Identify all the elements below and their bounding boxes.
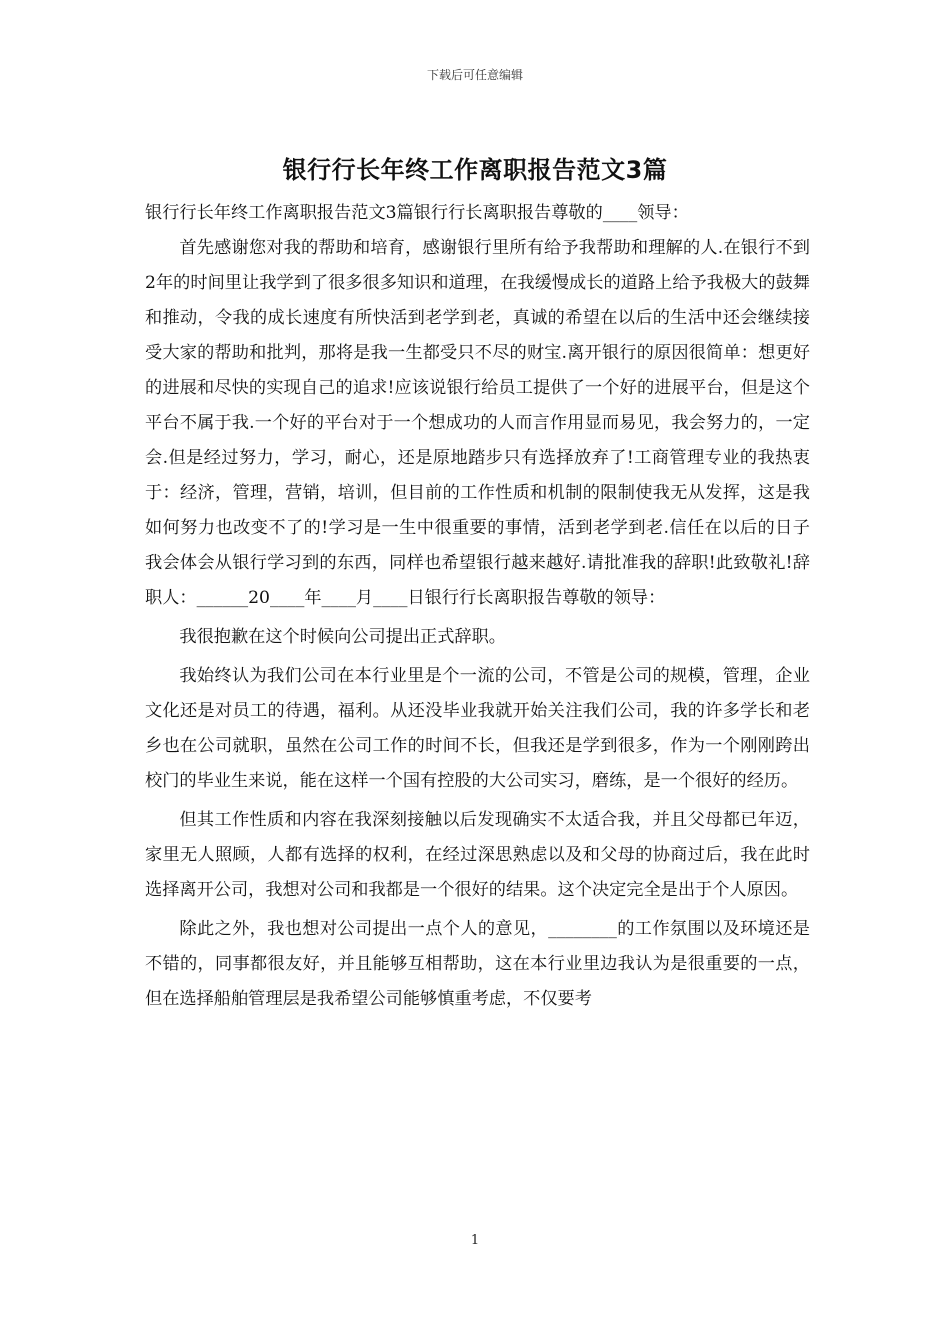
body-paragraph: 我很抱歉在这个时候向公司提出正式辞职。: [179, 627, 506, 647]
body-paragraph: 除此之外，我也想对公司提出一点个人的意见，________的工作氛围以及环境还是不错的，同事都很友好，并且能够互相帮助，这在本行业里边我认为是很重要的一点，但在选择船舶管理层是我希望公司能够慎重考虑，不仅要考: [145, 919, 810, 1009]
header-note: 下载后可任意编辑: [426, 68, 523, 82]
opening-paragraph: 银行行长年终工作离职报告范文3篇银行行长离职报告尊敬的____领导：: [145, 203, 689, 223]
body-paragraph: 首先感谢您对我的帮助和培育，感谢银行里所有给予我帮助和理解的人.在银行不到2年的时间里让我学到了很多很多知识和道理，在我缓慢成长的道路上给予我极大的鼓舞和推动，令我的成长速度有所快活到老学到老，真诚的希望在以后的生活中还会继续接受大家的帮助和批判，那将是我一生都受只不尽的财宝.离开银行的原因很简单：想更好的进展和尽快的实现自己的追求!应该说银行给员工提供了一个好的进展平台，但是这个平台不属于我.一个好的平台对于一个想成功的人而言作用显而易见，我会努力的，一定会.但是经过努力，学习，耐心，还是原地踏步只有选择放弃了!工商管理专业的我热衷于：经济，管理，营销，培训，但目前的工作性质和机制的限制使我无从发挥，这是我如何努力也改变不了的!学习是一生中很重要的事情，活到老学到老.信任在以后的日子我会体会从银行学习到的东西，同样也希望银行越来越好.请批准我的辞职!此致敬礼!辞职人：______20____年____月____日银行行长离职报告尊敬的领导：: [145, 238, 810, 608]
body-paragraph: 我始终认为我们公司在本行业里是个一流的公司，不管是公司的规模，管理，企业文化还是对员工的待遇，福利。从还没毕业我就开始关注我们公司，我的许多学长和老乡也在公司就职，虽然在公司工作的时间不长，但我还是学到很多，作为一个刚刚跨出校门的毕业生来说，能在这样一个国有控股的大公司实习，磨练，是一个很好的经历。: [145, 666, 810, 791]
page-number: 1: [470, 1233, 480, 1248]
document-body: [145, 196, 810, 1017]
body-paragraph: 但其工作性质和内容在我深刻接触以后发现确实不太适合我，并且父母都已年迈，家里无人照顾，人都有选择的权利，在经过深思熟虑以及和父母的协商过后，我在此时选择离开公司，我想对公司和我都是一个很好的结果。这个决定完全是出于个人原因。: [145, 810, 810, 900]
document-title: 银行行长年终工作离职报告范文3篇: [282, 156, 668, 184]
